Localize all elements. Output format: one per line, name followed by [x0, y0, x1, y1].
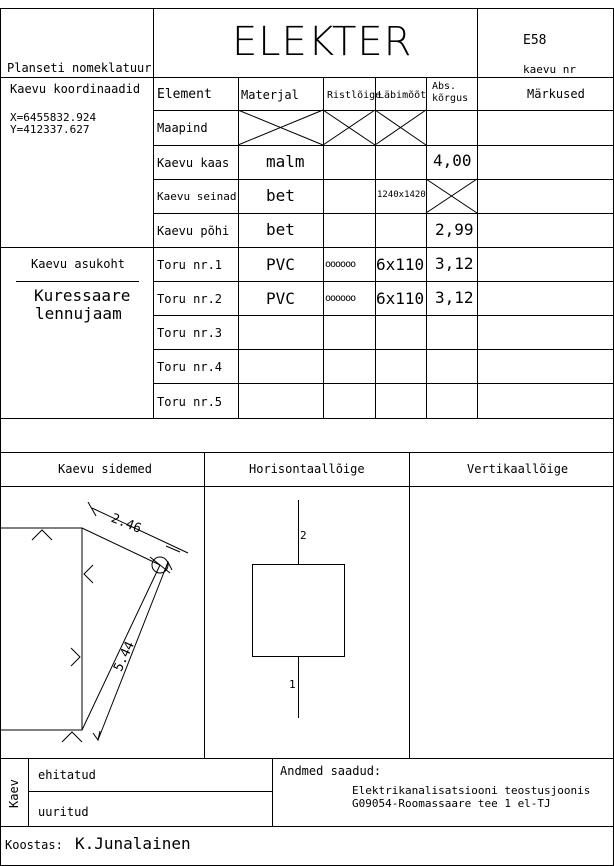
row-diameter-toru1: 6x110 — [376, 255, 425, 274]
row-material-pohi: bet — [266, 220, 295, 239]
well-no-label: kaevu nr — [523, 63, 576, 76]
row-element-toru5: Toru nr.5 — [157, 395, 223, 409]
row-element-seinad: Kaevu seinad — [157, 190, 237, 203]
surveyed-label: uuritud — [38, 805, 89, 819]
row-section-toru1: oooooo — [325, 259, 356, 270]
data-source-label: Andmed saadud: — [280, 764, 382, 778]
section-horizontal: Horisontaallõige — [249, 462, 365, 476]
row-material-toru2: PVC — [266, 289, 295, 308]
header-notes: Märkused — [527, 87, 585, 101]
row-material-toru1: PVC — [266, 255, 295, 274]
author-label: Koostas: — [5, 838, 63, 852]
header-section: Ristlõige — [327, 90, 382, 101]
row-element-pohi: Kaevu põhi — [157, 224, 230, 238]
section-ties: Kaevu sidemed — [58, 462, 152, 476]
row-element-maapind: Maapind — [157, 121, 208, 135]
row-element-kaas: Kaevu kaas — [157, 156, 230, 170]
row-height-toru2: 3,12 — [435, 288, 474, 307]
built-label: ehitatud — [38, 768, 96, 782]
header-material: Materjal — [241, 88, 299, 102]
coordinates-label: Kaevu koordinaadid — [10, 82, 141, 96]
nomenclature-label: Planseti nomeklatuur — [7, 61, 152, 75]
location-label: Kaevu asukoht — [31, 257, 125, 271]
header-height-1: Abs. — [432, 81, 457, 92]
author-name: K.Junalainen — [75, 834, 191, 853]
header-height-2: kõrgus — [432, 93, 469, 104]
row-element-toru3: Toru nr.3 — [157, 326, 223, 340]
well-id: E58 — [523, 33, 547, 48]
row-height-pohi: 2,99 — [435, 220, 474, 239]
location-line1: Kuressaare — [34, 286, 131, 305]
row-material-seinad: bet — [266, 186, 295, 205]
location-line2: lennujaam — [35, 304, 122, 323]
data-source-line2: G09054-Roomassaare tee 1 el-TJ — [352, 797, 551, 810]
header-element: Element — [157, 87, 212, 102]
section-vertical: Vertikaallõige — [467, 462, 569, 476]
row-height-toru1: 3,12 — [435, 254, 474, 273]
well-label: Kaev — [7, 779, 21, 808]
row-element-toru4: Toru nr.4 — [157, 360, 223, 374]
coordinate-x: X=6455832.924 — [10, 111, 97, 124]
header-diameter: Läbimõõt — [378, 90, 427, 101]
pipe-label-bottom: 1 — [289, 678, 296, 691]
row-element-toru2: Toru nr.2 — [157, 292, 223, 306]
row-element-toru1: Toru nr.1 — [157, 258, 223, 272]
coordinate-y: Y=412337.627 — [10, 123, 90, 136]
row-diameter-seinad: 1240x1420 — [377, 190, 426, 200]
page-title: ELEKTER — [232, 19, 413, 65]
row-section-toru2: oooooo — [325, 293, 356, 304]
tie-dimension-2: 5.44 — [111, 639, 138, 674]
row-height-kaas: 4,00 — [433, 151, 472, 170]
row-diameter-toru2: 6x110 — [376, 289, 425, 308]
pipe-label-top: 2 — [300, 529, 307, 542]
data-source-line1: Elektrikanalisatsiooni teostusjoonis — [352, 784, 591, 797]
row-material-kaas: malm — [266, 152, 305, 171]
tie-dimension-1: 2.46 — [108, 511, 144, 537]
